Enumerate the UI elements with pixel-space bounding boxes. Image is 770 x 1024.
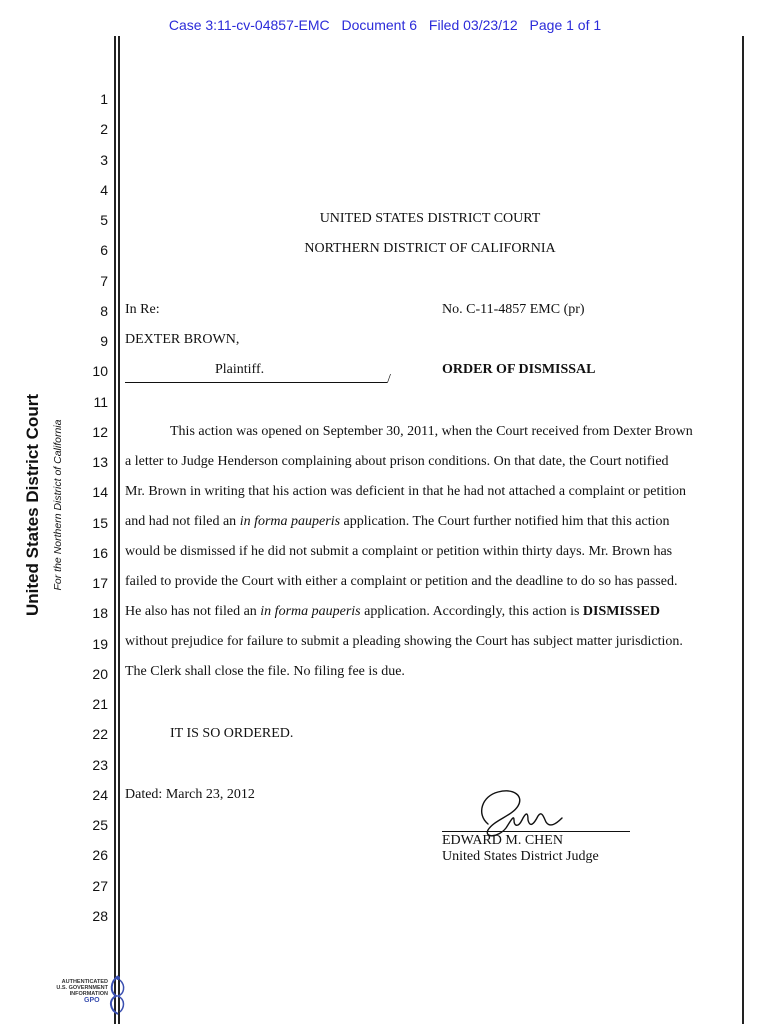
line-number: 9	[100, 333, 108, 349]
body-line-19: without prejudice for failure to submit a pleading showing the Court has subject matter jurisdiction.	[125, 634, 683, 649]
margin-rule-left-inner	[118, 36, 120, 1024]
line-number: 22	[92, 726, 108, 743]
line-number: 14	[92, 484, 108, 501]
body-line-15: and had not filed an in forma pauperis application. The Court further notified him that this action	[125, 514, 670, 529]
body-line-18: He also has not filed an in forma pauperis application. Accordingly, this action is DISMISSED	[125, 604, 660, 619]
page-indicator: Page 1 of 1	[529, 17, 602, 33]
line-number: 17	[92, 575, 108, 591]
line-number: 4	[100, 181, 108, 198]
body-line-17: failed to provide the Court with either a complaint or petition and the deadline to do so has passed.	[125, 574, 678, 589]
judge-title: United States District Judge	[442, 849, 599, 864]
line-number: 26	[92, 847, 108, 864]
line-number: 25	[92, 817, 108, 833]
line-number: 5	[100, 212, 108, 228]
eagle-icon	[104, 974, 130, 1018]
so-ordered: IT IS SO ORDERED.	[170, 726, 294, 741]
line-number: 3	[100, 151, 108, 168]
district-name: NORTHERN DISTRICT OF CALIFORNIA	[304, 241, 556, 256]
line-number: 16	[92, 544, 108, 561]
line-number: 15	[92, 514, 108, 531]
body-line-20: The Clerk shall close the file. No filing fee is due.	[125, 664, 405, 679]
line-number: 23	[92, 756, 108, 773]
order-title: ORDER OF DISMISSAL	[442, 362, 596, 377]
line-number: 18	[92, 605, 108, 622]
line-number: 6	[100, 242, 108, 259]
margin-rule-left-outer	[114, 36, 116, 1024]
seal-text: AUTHENTICATED U.S. GOVERNMENT INFORMATION	[56, 979, 108, 997]
caption-underline: /	[125, 372, 391, 388]
party-role: Plaintiff.	[215, 362, 265, 377]
dated-line: Dated: March 23, 2012	[125, 787, 255, 802]
line-number: 10	[92, 363, 108, 380]
line-number: 7	[100, 272, 108, 289]
case-no: No. C-11-4857 EMC (pr)	[442, 302, 585, 317]
line-number: 20	[92, 665, 108, 682]
line-number: 1	[100, 91, 108, 107]
body-line-16: would be dismissed if he did not submit a complaint or petition within thirty days. Mr. Brown has	[125, 544, 673, 559]
gpo-mark: GPO	[84, 997, 100, 1004]
body-line-13: a letter to Judge Henderson complaining about prison conditions. On that date, the Court notified	[125, 454, 669, 469]
case-number: Case 3:11-cv-04857-EMC	[168, 17, 330, 33]
line-number: 21	[92, 696, 108, 712]
document-number: Document 6	[341, 17, 418, 33]
line-number: 27	[92, 877, 108, 894]
court-name: UNITED STATES DISTRICT COURT	[319, 211, 541, 226]
in-re-label: In Re:	[125, 302, 160, 317]
party-name: DEXTER BROWN,	[125, 332, 240, 347]
signature-line	[442, 831, 630, 832]
body-line-14: Mr. Brown in writing that his action was deficient in that he had not attached a complaint or petition	[125, 484, 687, 499]
line-number: 12	[92, 423, 108, 440]
line-number: 19	[92, 635, 108, 652]
judge-name: EDWARD M. CHEN	[442, 833, 563, 848]
line-number: 13	[92, 454, 108, 470]
case-header	[0, 17, 770, 33]
line-number: 8	[100, 302, 108, 319]
gpo-authentication-seal	[44, 974, 128, 1018]
line-number: 28	[92, 907, 108, 924]
margin-rule-right	[742, 36, 744, 1024]
line-number: 24	[92, 786, 108, 803]
filed-date: Filed 03/23/12	[428, 17, 518, 33]
body-line-12: This action was opened on September 30, 2011, when the Court received from Dexter Brown	[170, 424, 693, 439]
line-number: 11	[93, 393, 108, 410]
line-number: 2	[100, 121, 108, 138]
